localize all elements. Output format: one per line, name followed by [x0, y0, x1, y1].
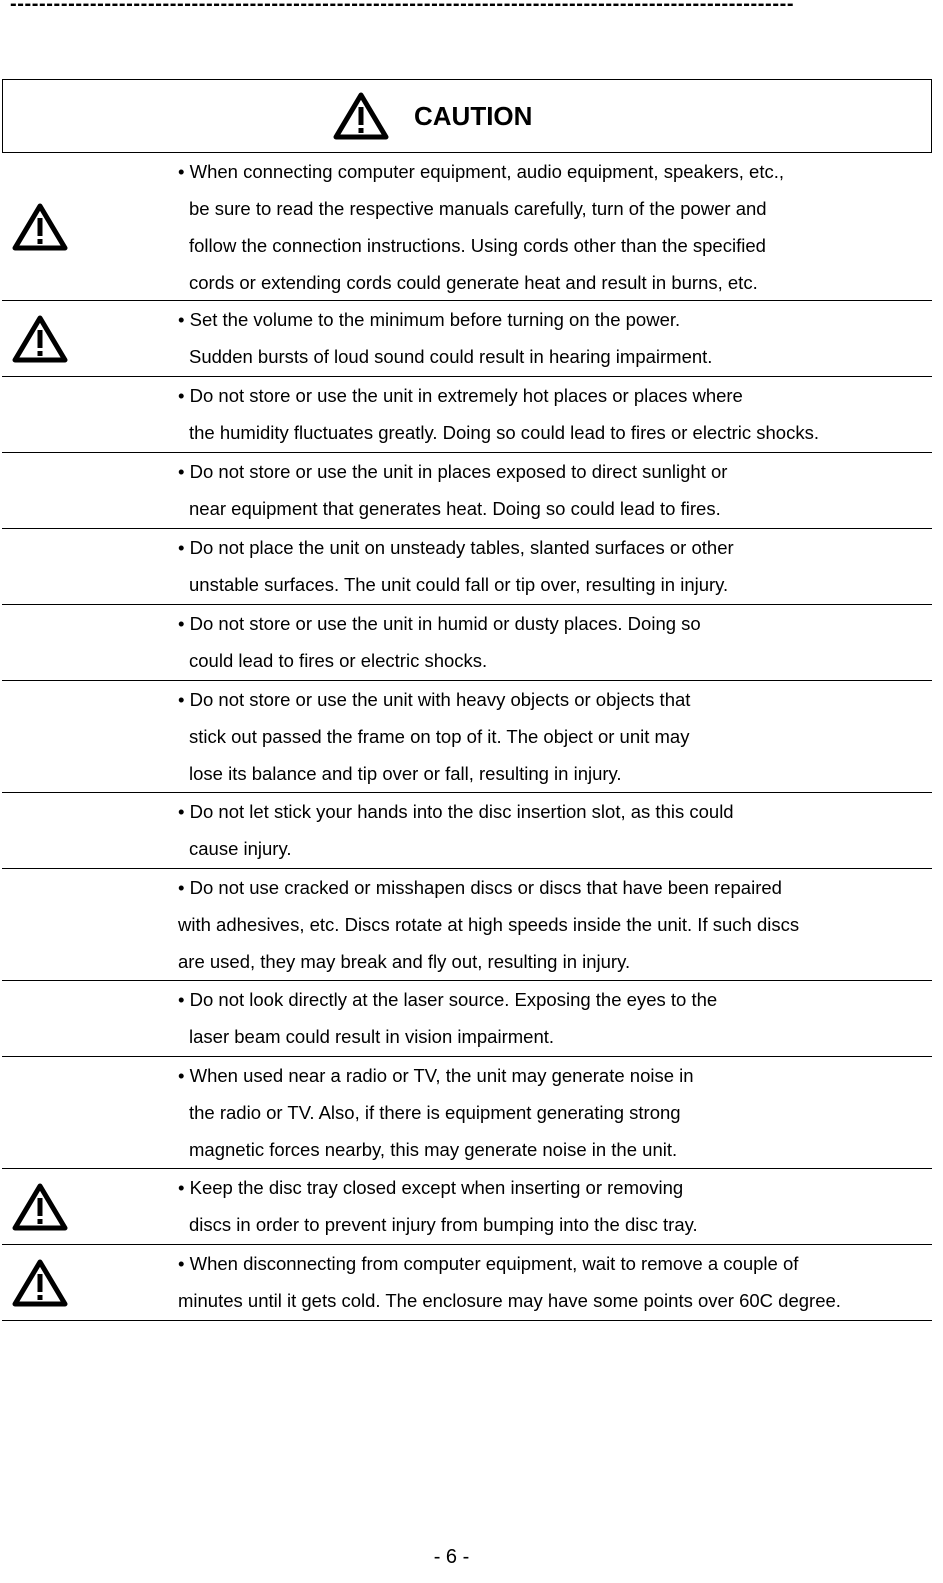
caution-text	[176, 605, 932, 679]
caution-row	[2, 453, 932, 529]
caution-text-line: unstable surfaces. The unit could fall or tip over, resulting in injury.	[189, 574, 729, 595]
caution-text	[176, 1169, 932, 1243]
caution-row	[2, 981, 932, 1057]
warning-triangle-icon	[12, 1183, 68, 1231]
caution-row	[2, 1169, 932, 1245]
caution-text-line: Sudden bursts of loud sound could result in hearing impairment.	[189, 346, 713, 367]
caution-text	[176, 529, 932, 603]
caution-text-line: the radio or TV. Also, if there is equipment generating strong	[189, 1102, 681, 1123]
caution-text-line: • When used near a radio or TV, the unit may generate noise in	[178, 1065, 694, 1086]
caution-text-line: • Do not let stick your hands into the disc insertion slot, as this could	[178, 801, 734, 822]
caution-text-line: be sure to read the respective manuals carefully, turn of the power and	[189, 198, 767, 219]
caution-row	[2, 301, 932, 377]
caution-text-line: laser beam could result in vision impairment.	[189, 1026, 555, 1047]
caution-header	[2, 79, 932, 153]
caution-text-line: the humidity fluctuates greatly. Doing so could lead to fires or electric shocks.	[189, 422, 819, 443]
caution-row	[2, 793, 932, 869]
caution-text-line: • Do not place the unit on unsteady tables, slanted surfaces or other	[178, 537, 734, 558]
caution-text-line: • Do not store or use the unit with heavy objects or objects that	[178, 689, 691, 710]
caution-text-line: • Do not use cracked or misshapen discs or discs that have been repaired	[178, 877, 782, 898]
caution-row	[2, 377, 932, 453]
warning-triangle-icon	[12, 1259, 68, 1307]
caution-text	[176, 153, 932, 301]
caution-title: CAUTION	[414, 101, 533, 131]
caution-text-line: follow the connection instructions. Using cords other than the specified	[189, 235, 766, 256]
caution-text-line: • Do not store or use the unit in extremely hot places or places where	[178, 385, 743, 406]
caution-text-line: • Keep the disc tray closed except when inserting or removing	[178, 1177, 684, 1198]
caution-text-line: magnetic forces nearby, this may generate noise in the unit.	[189, 1139, 678, 1160]
warning-triangle-icon	[12, 315, 68, 363]
caution-text	[176, 301, 932, 375]
caution-text	[176, 453, 932, 527]
caution-text-line: • Set the volume to the minimum before turning on the power.	[178, 309, 681, 330]
caution-text-line: with adhesives, etc. Discs rotate at high speeds inside the unit. If such discs	[178, 914, 800, 935]
caution-row	[2, 1057, 932, 1169]
caution-row	[2, 1245, 932, 1321]
caution-text-line: minutes until it gets cold. The enclosure may have some points over 60C degree.	[178, 1290, 841, 1311]
caution-text	[176, 793, 932, 867]
caution-text-line: • When disconnecting from computer equipment, wait to remove a couple of	[178, 1253, 799, 1274]
caution-text-line: • Do not look directly at the laser source. Exposing the eyes to the	[178, 989, 718, 1010]
caution-text	[176, 1245, 932, 1319]
caution-text-line: are used, they may break and fly out, resulting in injury.	[178, 951, 631, 972]
caution-text	[176, 869, 932, 980]
caution-text-line: • Do not store or use the unit in humid or dusty places. Doing so	[178, 613, 701, 634]
page-number: - 6 -	[433, 1546, 470, 1568]
caution-text-line: • Do not store or use the unit in places exposed to direct sunlight or	[178, 461, 728, 482]
caution-text-line: discs in order to prevent injury from bumping into the disc tray.	[189, 1214, 698, 1235]
warning-triangle-icon	[12, 203, 68, 251]
caution-text-line: could lead to fires or electric shocks.	[189, 650, 488, 671]
caution-row	[2, 869, 932, 981]
caution-text-line: stick out passed the frame on top of it. The object or unit may	[189, 726, 690, 747]
caution-text	[176, 981, 932, 1055]
caution-text-line: cords or extending cords could generate heat and result in burns, etc.	[189, 272, 758, 293]
caution-text-line: near equipment that generates heat. Doing so could lead to fires.	[189, 498, 721, 519]
caution-text	[176, 377, 932, 451]
caution-row	[2, 529, 932, 605]
warning-triangle-icon	[333, 92, 389, 140]
caution-text-line: • When connecting computer equipment, audio equipment, speakers, etc.,	[178, 161, 785, 182]
caution-table	[2, 153, 932, 1321]
caution-text-line: cause injury.	[189, 838, 292, 859]
caution-row	[2, 681, 932, 793]
separator-line: ------------------------------------------------------------------------------------------------------------	[10, 0, 795, 14]
caution-text	[176, 1057, 932, 1168]
caution-text-line: lose its balance and tip over or fall, resulting in injury.	[189, 763, 622, 784]
caution-row	[2, 153, 932, 301]
caution-text	[176, 681, 932, 792]
caution-row	[2, 605, 932, 681]
